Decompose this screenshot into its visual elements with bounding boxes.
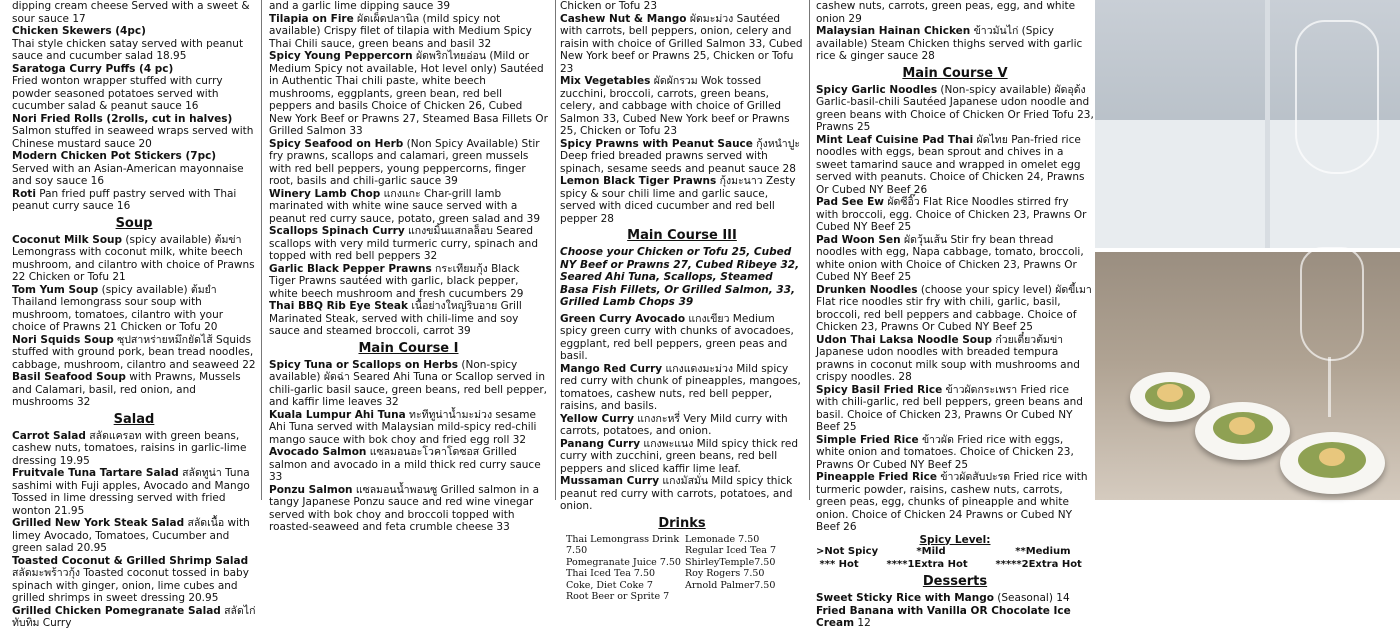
spicy-level-heading: Spicy Level:	[919, 533, 991, 546]
menu-column-4	[810, 0, 1098, 629]
menu-item-description: ผัดซีอิ๊ว Flat Rice Noodles stirred fry with broccoli, egg. Choice of Chicken 23, Prawns Or Cubed NY Beef 25	[816, 196, 1087, 233]
menu-item-description: Fried wonton wrapper stuffed with curry powder seasoned potatoes served with cucumber salad & peanut sauce 16	[12, 75, 223, 112]
main-course-3-choice: Choose your Chicken or Tofu 25, Cubed NY Beef or Prawns 27, Cubed Ribeye 32, Seared Ahi Tuna, Scallops, Steamed Basa Fish Fillets, Or Grilled Salmon, 33, Grilled Lamb Chops 39	[560, 246, 800, 308]
menu-item	[12, 334, 256, 372]
drink-item: Coke, Diet Coke 7	[566, 579, 653, 591]
menu-item-description: แกงกะหรี่ Very Mild curry with carrots, potatoes, and onion.	[560, 412, 788, 437]
menu-item-description: Served with an Asian-American mayonnaise and soy sauce 16	[12, 162, 244, 187]
menu-item-description: ผัดวุ้นเส้น Stir fry bean thread noodles with egg, Napa cabbage, tomato, broccoli, white onion with Choice of Chicken 23, Prawns Or Cubed NY Beef 25	[816, 233, 1084, 283]
menu-item-name: Nori Fried Rolls (2rolls, cut in halves)	[12, 112, 233, 125]
menu-item	[560, 313, 804, 363]
menu-item	[560, 175, 804, 225]
menu-item-name: Drunken Noodles	[816, 283, 918, 296]
curry-list	[560, 313, 804, 513]
menu-item-name: Nori Squids Soup	[12, 333, 114, 346]
menu-item-name: Kuala Lumpur Ahi Tuna	[269, 408, 406, 421]
menu-item	[12, 38, 256, 63]
menu-item-description: กุ้งหนำปูะ Deep fried breaded prawns served with spinach, sesame seeds and peanut sauce 28	[560, 137, 801, 175]
menu-item-description: แกงมัสมั่น Mild spicy thick peanut red curry with carrots, potatoes, and onion.	[560, 475, 793, 512]
menu-item	[816, 384, 1094, 434]
menu-item	[269, 359, 548, 409]
menu-item	[12, 555, 256, 605]
menu-item-name: Avocado Salmon	[269, 446, 367, 458]
menu-item-description: กุ้งมะนาว Zesty spicy & sour chili lime and garlic sauce, served with diced cucumber and red bell pepper 28	[560, 175, 796, 225]
drink-item: Thai Lemongrass Drink 7.50	[566, 533, 680, 556]
menu-item	[816, 25, 1094, 63]
menu-item	[816, 434, 1094, 472]
menu-item	[12, 517, 256, 555]
menu-item-name: Grilled New York Steak Salad	[12, 517, 185, 529]
main-course-3-heading: Main Course III	[627, 228, 737, 243]
menu-item-name: Thai BBQ Rib Eye Steak	[269, 300, 408, 312]
menu-item	[269, 409, 548, 447]
menu-item	[12, 605, 256, 630]
menu-item-name: Spicy Basil Fried Rice	[816, 383, 943, 396]
drink-item: Root Beer or Sprite 7	[566, 591, 670, 602]
drink-item: Lemonade 7.50	[685, 533, 760, 545]
menu-item-description: แกงแกะ Char-grill lamb marinated with white wine sauce served with a peanut red curry sauce, potato, green salad and 39	[269, 187, 541, 225]
menu-item	[816, 84, 1094, 134]
menu-item	[12, 371, 256, 409]
menu-item-name: Coconut Milk Soup	[12, 233, 123, 246]
menu-item-description: สลัดทูน่า Tuna sashimi with Fuji apples, Avocado and Mango Tossed in lime dressing served with fried wonton 21.95	[12, 467, 250, 517]
menu-item	[269, 225, 548, 263]
main-course-1-list	[269, 359, 548, 534]
menu-item-name: Green Curry Avocado	[560, 312, 686, 325]
menu-item-name: Sweet Sticky Rice with Mango	[816, 592, 994, 604]
menu-item-description: Pan fried puff pastry served with Thai peanut curry sauce 16	[12, 187, 237, 212]
spicy-level-row-1: >Not Spicy *Mild **Medium	[816, 546, 1071, 557]
menu-item-description: Thai style chicken satay served with peanut sauce and cucumber salad 18.95	[12, 37, 244, 62]
menu-item	[12, 0, 256, 25]
menu-item-description: สลัดไก่ทับทิม Curry	[12, 604, 256, 629]
menu-item-description: Chicken or Tofu 23	[560, 0, 658, 12]
menu-item-description: (Non Spicy Available) Stir fry prawns, scallops and calamari, green mussels with red bell peppers, young peppercorns, finger root, basils and chili-garlic sauce 39	[269, 137, 540, 187]
menu-item-description: ข้าวผัดกระเพรา Fried rice with chili-garlic, red bell peppers, green beans and basil. Choice of Chicken 23, Prawns Or Cubed NY Beef 25	[816, 383, 1083, 433]
entree-list	[269, 0, 548, 338]
main-course-5-heading: Main Course V	[902, 65, 1008, 81]
menu-item	[269, 0, 548, 13]
menu-item	[560, 0, 804, 13]
menu-item-name: Tom Yum Soup	[12, 283, 99, 296]
menu-item-name: Simple Fried Rice	[816, 433, 919, 446]
menu-item-description: (spicy available) ต้มยำ Thailand lemongrass sour soup with mushroom, tomatoes, cilantro with your choice of Prawns 21 Chicken or Tofu 20	[12, 283, 224, 333]
menu-item-name: Basil Seafood Soup	[12, 371, 126, 383]
menu-item-description: ผัดพริกไทยอ่อน (Mild or Medium Spicy not available, Hot level only) Sautéed in Authentic Thai chili paste, white beech mushrooms, eggplants, green bean, red bell peppers and basils Choice of Chicken 26, Cubed New York Beef or Prawns 27, Steamed Basa Fillets Or Grilled Salmon 33	[269, 50, 548, 137]
menu-item-name: Modern Chicken Pot Stickers (7pc)	[12, 150, 217, 162]
menu-item	[12, 467, 256, 517]
menu-item-description: dipping cream cheese Served with a sweet & sour sauce 17	[12, 0, 250, 25]
menu-item-name: Spicy Young Peppercorn	[269, 50, 413, 62]
menu-item-name: Grilled Chicken Pomegranate Salad	[12, 604, 221, 617]
menu-item-name: Mussaman Curry	[560, 475, 660, 487]
menu-item-name: Spicy Garlic Noodles	[816, 83, 938, 96]
menu-item-description: cashew nuts, carrots, green peas, egg, and white onion 29	[816, 0, 1076, 25]
menu-item-description: ผัดไทย Pan-fried rice noodles with eggs, bean sprout and chives in a sweet tamarind sauce and wrapped in omelet egg served with peanuts. Choice of Chicken 24, Prawns Or Cubed NY Beef 26	[816, 133, 1085, 196]
menu-item-name: Panang Curry	[560, 437, 641, 450]
menu-item	[816, 196, 1094, 234]
menu-item-name: Roti	[12, 187, 36, 200]
menu-item	[816, 471, 1094, 534]
menu-item-name: Lemon Black Tiger Prawns	[560, 175, 717, 187]
soup-list	[12, 234, 256, 409]
menu-item	[560, 138, 804, 176]
menu-item-description: แกงแดงมะม่วง Mild spicy red curry with chunk of pineapples, mangoes, tomatoes, cashew nuts, red bell pepper, raisins, and basils.	[560, 362, 801, 412]
menu-item	[560, 413, 804, 438]
rice-list	[816, 0, 1094, 63]
menu-item	[269, 13, 548, 51]
noodle-list	[816, 84, 1094, 534]
menu-item-name: Cashew Nut & Mango	[560, 12, 687, 25]
menu-item	[269, 188, 548, 226]
menu-item-description: and a garlic lime dipping sauce 39	[269, 0, 451, 12]
menu-item	[12, 430, 256, 468]
menu-item	[12, 234, 256, 284]
menu-item-description: แกงพะแนง Mild spicy thick red curry with zucchini, green beans, red bell peppers and sliced kaffir lime leaf.	[560, 437, 799, 475]
menu-item-description: (choose your spicy level) ผัดขี้เมา Flat rice noodles stir fry with chili, garlic, basil, broccoli, red bell peppers and cabbage. Choice of Chicken 23, Prawns Or Cubed NY Beef 25	[816, 283, 1092, 333]
menu-item-description: with Prawns, Mussels and Calamari, basil, red onion, and mushrooms 32	[12, 371, 241, 408]
menu-item-name: Pad Woon Sen	[816, 233, 901, 246]
menu-item-description: ทะทีทูน่าน้ำมะม่วง sesame Ahi Tuna served with Malaysian mild-spicy red-chili mango sauce with bok choy and fried egg roll 32	[269, 408, 537, 446]
appetizer-list	[12, 0, 256, 213]
menu-item	[269, 138, 548, 188]
menu-item-description: ข้าวผัด Fried rice with eggs, white onion and tomatoes. Choice of Chicken 23, Prawns Or Cubed NY Beef 25	[816, 433, 1074, 471]
menu-item-description: ผัดมะม่วง Sautéed with carrots, bell peppers, onion, celery and raisin with choice of Grilled Salmon 33, Cubed New York beef or Prawns 25, Chicken or Tofu 23	[560, 12, 803, 75]
menu-item-name: Spicy Tuna or Scallops on Herbs	[269, 358, 459, 371]
drink-item: Thai Iced Tea 7.50	[566, 568, 656, 579]
menu-item-name: Saratoga Curry Puffs (4 pc)	[12, 62, 174, 75]
drink-item: Arnold Palmer7.50	[685, 579, 776, 591]
menu-item	[12, 63, 256, 76]
menu-item-description: แซลมอนอะโวคาโดซอส Grilled salmon and avocado in a mild thick red curry sauce 33	[269, 446, 541, 483]
menu-item	[12, 284, 256, 334]
menu-item	[816, 0, 1094, 25]
menu-item	[560, 363, 804, 413]
menu-item	[269, 50, 548, 138]
menu-item-name: Pineapple Fried Rice	[816, 471, 937, 483]
stir-fry-list	[560, 0, 804, 225]
menu-item-name: Mix Vegetables	[560, 75, 651, 87]
menu-item-description: ผัดเผ็ดปลานิล (mild spicy not available) Crispy filet of tilapia with Medium Spicy Thai Chili sauce, green beans and basil 32	[269, 12, 532, 50]
drink-item: Roy Rogers 7.50	[685, 568, 765, 579]
menu-item-name: Yellow Curry	[560, 412, 634, 425]
menu-item-name: Fruitvale Tuna Tartare Salad	[12, 467, 179, 479]
drink-item: Regular Iced Tea 7	[685, 545, 776, 556]
drink-item: Pomegranate Juice 7.50	[566, 556, 681, 568]
menu-item-name: Ponzu Salmon	[269, 483, 353, 496]
menu-item-name: Chicken Skewers (4pc)	[12, 25, 146, 37]
desserts-heading: Desserts	[922, 574, 988, 589]
menu-item	[269, 263, 548, 301]
spicy-level-row-2: *** Hot ****1Extra Hot *****2Extra Hot	[816, 558, 1082, 570]
menu-item-description: ข้าวมันไก่ (Spicy available) Steam Chicken thighs served with garlic rice & ginger sauce 28	[816, 25, 1083, 62]
menu-item	[12, 150, 256, 188]
menu-column-2	[262, 0, 554, 533]
menu-item	[12, 188, 256, 213]
menu-item-name: Tilapia on Fire	[269, 12, 354, 25]
menu-item	[560, 438, 804, 476]
menu-item-name: Winery Lamb Chop	[269, 187, 381, 200]
soup-heading: Soup	[115, 215, 153, 231]
menu-item	[816, 605, 1094, 630]
menu-column-3	[556, 0, 808, 602]
menu-item	[12, 113, 256, 151]
menu-item-description: ข้าวผัดสับปะรด Fried rice with turmeric powder, raisins, cashew nuts, carrots, green peas, egg, chunks of pineapple and white onion. Choice of Chicken 24 Prawns or Cubed NY Beef 26	[816, 471, 1088, 533]
menu-item	[560, 475, 804, 513]
dessert-list	[816, 592, 1094, 630]
restaurant-photo-wine-glass	[1095, 0, 1400, 248]
menu-item	[816, 334, 1094, 384]
restaurant-photo-scallop-dish	[1095, 252, 1400, 500]
menu-item	[816, 284, 1094, 334]
menu-item-description: ผัดผักรวม Wok tossed zucchini, broccoli, carrots, green beans, celery, and cabbage with choice of Grilled Salmon 33, Cubed New York beef or Prawns 25, Chicken or Tofu 23	[560, 75, 790, 137]
menu-item	[12, 75, 256, 113]
menu-item	[12, 25, 256, 38]
menu-item-name: Scallops Spinach Curry	[269, 225, 405, 237]
menu-item-description: 12	[854, 617, 871, 629]
menu-item-description: แกงขมิ้นแสกลล็อบ Seared scallops with very mild turmeric curry, spinach and topped with red bell peppers 32	[269, 225, 538, 262]
menu-item-description: (Non-spicy available) ผัดฉ่า Seared Ahi Tuna or Scallop served in chili-garlic basil sauce, green beans, red bell pepper, and kaffir lime leaves 32	[269, 358, 547, 408]
menu-item-name: Garlic Black Pepper Prawns	[269, 262, 432, 275]
menu-item-description: กระเทียมกุ้ง Black Tiger Prawns sautéed with garlic, black pepper, white beech mushroom and fresh cucumbers 29	[269, 262, 524, 300]
menu-item-description: ก๋วยเตี๋ยวต้มข่า Japanese udon noodles with breaded tempura prawns in coconut milk soup with mushrooms and crispy noodles. 28	[816, 333, 1080, 383]
menu-item-description: (Non-spicy available) ผัดอุด้ง Garlic-basil-chili Sautéed Japanese udon noodle and green beans with Choice of Chicken Or Fried Tofu 23, Prawns 25	[816, 83, 1094, 133]
menu-item-description: สลัดเนื้อ with limey Avocado, Tomatoes, Cucumber and green salad 20.95	[12, 517, 250, 554]
menu-item-description: สลัดมะพร้าวกุ้ง Toasted coconut tossed in baby spinach with ginger, onion, lime cubes and grilled shrimps in sweet dressing 20.95	[12, 567, 249, 604]
menu-item	[269, 484, 548, 534]
menu-item-name: Fried Banana with Vanilla OR Chocolate Ice Cream	[816, 604, 1071, 629]
menu-column-1	[0, 0, 260, 629]
menu-item	[816, 134, 1094, 197]
salad-heading: Salad	[113, 411, 155, 427]
drinks-heading: Drinks	[658, 515, 706, 531]
menu-item	[816, 592, 1094, 605]
menu-item-description: เนื้อย่างใหญ่ริบอาย Grill Marinated Steak, served with chili-lime and soy sauce and steamed broccoli, carrot 39	[269, 300, 522, 337]
menu-item	[560, 13, 804, 76]
menu-item-description: (Seasonal) 14	[993, 592, 1070, 604]
menu-item-description: ซุปสาหร่ายหมึกยัดไส้ Squids stuffed with ground pork, bean tread noodles, cabbage, mushroom, cilantro and seaweed 22	[12, 333, 256, 371]
menu-item-name: Spicy Prawns with Peanut Sauce	[560, 137, 753, 150]
menu-item-name: Mango Red Curry	[560, 362, 663, 375]
menu-item-description: Salmon stuffed in seaweed wraps served with Chinese mustard sauce 20	[12, 125, 254, 150]
menu-item-name: Mint Leaf Cuisine Pad Thai	[816, 133, 974, 146]
menu-item	[816, 234, 1094, 284]
menu-item-description: (spicy available) ต้มข่า Lemongrass with coconut milk, white beech mushroom, and cilantro with choice of Prawns 22 Chicken or Tofu 21	[12, 233, 255, 283]
menu-item-name: Carrot Salad	[12, 429, 86, 442]
drinks-list	[560, 534, 804, 603]
menu-item-description: สลัดแครอท with green beans, cashew nuts, tomatoes, raisins in garlic-lime dressing 19.95	[12, 429, 247, 467]
menu-item-description: แซลมอนน้ำพอนซู Grilled salmon in a tangy Japanese Ponzu sauce and red wine vinegar served with bok choy and broccoli topped with roasted-seaweed and feta crumble cheese 33	[269, 483, 540, 533]
menu-item-name: Pad See Ew	[816, 196, 885, 208]
menu-item	[560, 75, 804, 138]
menu-item	[269, 446, 548, 484]
drink-item: ShirleyTemple7.50	[685, 556, 776, 568]
menu-item-name: Toasted Coconut & Grilled Shrimp Salad	[12, 554, 249, 567]
menu-item-name: Malaysian Hainan Chicken	[816, 25, 971, 37]
menu-item-name: Udon Thai Laksa Noodle Soup	[816, 333, 992, 346]
salad-list	[12, 430, 256, 630]
menu-item-description: แกงเขียว Medium spicy green curry with chunks of avocadoes, eggplant, red bell peppers, green peas and basil.	[560, 312, 794, 362]
main-course-1-heading: Main Course I	[358, 340, 459, 356]
menu-item	[269, 300, 548, 338]
menu-item-name: Spicy Seafood on Herb	[269, 137, 404, 150]
